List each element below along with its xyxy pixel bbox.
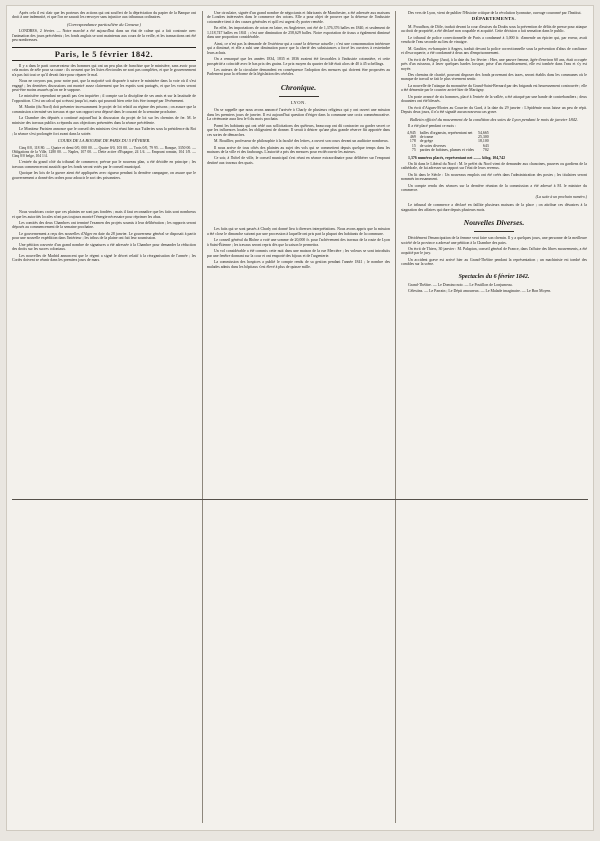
bulletin-heading: Bulletin officiel du mouvement de la condition des soies de Lyon pendant le mois de janvier 1842. bbox=[409, 116, 578, 122]
paragraph: Des chemins de charité, pouvant disposer des fonds provenant des taxes, seront établis dans les communes où le manque de travail se fait le plus vivement sentir. bbox=[401, 72, 587, 82]
spectacles-heading: Spectacles du 6 février 1842. bbox=[458, 273, 530, 280]
paragraph: Après cela il est clair que les porteurs des actions qui ont souffert de la dépréciation du papier de la Banque ont droit à une indemnité, et que l'on ne saurait les renvoyer sans injustice aux tribunaux ordinaires. bbox=[12, 11, 196, 20]
paragraph: On se rappelle que nous avons annoncé l'arrivée à Charly de plusieurs religieux qui y ont ouvert une mission dans les premiers jours de janvier. Il est aujourd'hui question d'ériger dans la commune une croix commémorative. La cérémonie aura lieu le 6 du mois prochain. bbox=[207, 108, 390, 122]
newspaper-page bbox=[6, 5, 594, 831]
table-cell: 469 bbox=[409, 134, 416, 139]
paragraph: M. Martin (du Nord) doit présenter incessamment le projet de loi relatif au régime des prisons ; on assure que la commission a terminé ses travaux et que son rapport sera déposé dans le courant de la semaine prochaine. bbox=[12, 105, 196, 114]
table-cell: balles d'organsin, représentant net bbox=[419, 130, 473, 135]
mini-rule bbox=[474, 231, 514, 232]
table-cell: parties de bobines, plumes et vides bbox=[419, 148, 475, 153]
table-row bbox=[405, 148, 491, 152]
paragraph: On lit dans le Libéral du Nord : M. le préfet du Nord vient de demander aux chanoines, pauvres ou gardiens de la cathédrale, de lui adresser un rapport sur l'état de leurs revenus. bbox=[401, 162, 587, 171]
bourse-heading: COURS DE LA BOURSE DE PARIS DU 5 FÉVRIER. bbox=[57, 138, 151, 144]
paragraph: Le ministère cependant ne paraît pas s'en inquiéter ; il compte sur la discipline de ses amis et sur la lassitude de l'opposition. C'est un calcul qui a réussi jusqu'ici, mais qui pourrait bien cette fois être trompé par l'événement. bbox=[12, 94, 196, 103]
paragraph: La nouvelle de l'attaque du monastère du Grand-Saint-Bernard par des brigands est heureusement controuvée ; elle a été démentie par le courrier arrivé hier de Martigny. bbox=[401, 83, 587, 93]
paragraph: On lit dans le Siècle : Un nouveaux emplois ont été créés dans l'administration des postes ; les titulaires seront nommés incessamment. bbox=[401, 172, 587, 182]
continued-note: (La suite à un prochain numéro.) bbox=[535, 194, 587, 199]
table-cell: de grège bbox=[419, 139, 434, 144]
table-cell: 4,945 bbox=[407, 130, 416, 135]
table-total: 1,376 numéros placés, représentant net ........ kilog. 104,742 bbox=[408, 155, 506, 160]
paragraph: Un compte rendu des séances sur la dernière réunion de la commission a été adressé à M. le ministre du commerce. bbox=[401, 183, 587, 193]
paragraph: Un vol considérable a été commis cette nuit dans une maison de la rue Mercière ; les voleurs se sont introduits par une fenêtre donnant sur la cour et ont emporté des bijoux et de l'argenterie. bbox=[207, 249, 390, 258]
paragraph: Le Moniteur Parisien annonce que le conseil des ministres s'est réuni hier aux Tuileries sous la présidence du Roi ; la séance s'est prolongée fort avant dans la soirée. bbox=[12, 127, 196, 136]
paragraph: Des vers de Lyon, vient de publier l'Histoire critique de la révolution lyonnaise, ouvrage couronné par l'Institut. bbox=[408, 11, 582, 15]
paragraph: En effet, les importations de coton en laine, en Angleterre, ont été de 1,376,376 balles en 1840, et seulement de 1,118,747 balles en 1841 ; c'est une diminution de 258,629 balles. Notre exportation de tissus a également diminué dans une proportion considérable. bbox=[207, 26, 390, 40]
paragraph: M. Proudhon, de Dôle, traduit devant la cour d'assises du Doubs sous la prévention de délits de presse pour attaque au droit de propriété, a été déclaré non coupable et acquitté. Cette décision a fait sensation dans le public. bbox=[401, 24, 587, 34]
paragraph: On écrit de Poligny (Jura), à la date du 1er février : Hier, une pauvre femme, âgée d'environ 60 ans, était occupée près d'un ruisseau, à laver quelques hardes lorsque, prise d'un étourdissement, elle est tombée dans l'eau et s'y est noyée. bbox=[401, 57, 587, 71]
paragraph: Les comités des deux Chambres ont terminé l'examen des projets soumis à leur délibération ; les rapports seront déposés au commencement de la semaine prochaine. bbox=[12, 220, 196, 230]
column-2 bbox=[207, 11, 390, 816]
place-heading: LYON. bbox=[290, 99, 307, 105]
bulletin-intro: Il a été placé pendant ce mois : bbox=[408, 124, 457, 129]
table-cell: 75 bbox=[411, 148, 416, 153]
paragraph: Une pétition couverte d'un grand nombre de signatures a été adressée à la Chambre pour demander la réduction des droits sur les sucres coloniaux. bbox=[12, 242, 196, 252]
paragraph: Les nouvelles de Madrid annoncent que le régent a signé le décret relatif à la réorganisation de l'armée ; les Cortès doivent se réunir dans les premiers jours de mars. bbox=[12, 253, 196, 263]
column-1 bbox=[12, 11, 196, 816]
paragraph: On écrit d'Aigues-Mortes au Courrier du Gard, à la date du 29 janvier : L'épidémie nous laisse un peu de répit. Depuis deux jours, il n'a été signalé aucun nouveau cas grave. bbox=[401, 105, 587, 115]
paragraph: L'entrée du grand côté du tribunal de commerce, prévue par le nouveau plan, a été décidée en principe ; les travaux commenceront aussitôt que les fonds seront votés par le conseil municipal. bbox=[12, 160, 196, 169]
paragraph: Il nous arrive de tous côtés des plaintes au sujet des vols qui se commettent depuis quelque temps dans les maisons de la ville et des faubourgs. L'autorité a pris des mesures pour en découvrir les auteurs. bbox=[207, 145, 390, 154]
table-cell: de soies diverses bbox=[419, 143, 446, 148]
column-3 bbox=[401, 11, 587, 816]
paragraph: Le tribunal de police correctionnelle de Paris a condamné à 3,000 fr. d'amende un épicier qui, par erreur, avait vendu de l'eau seconde au lieu de vinaigre. bbox=[401, 35, 587, 45]
table-cell: 702 bbox=[482, 148, 489, 153]
paragraph: Quoique les lois de la guerre aient été appliquées avec rigueur pendant la dernière campagne, on assure que le gouvernement a donné des ordres pour adoucir le sort des prisonniers. bbox=[12, 171, 196, 180]
paragraph: Le tribunal de commerce a déclaré en faillite plusieurs maisons de la place ; on attribue ces désastres à la stagnation des affaires qui dure depuis plusieurs mois. bbox=[401, 203, 587, 212]
paragraph: Les auteurs de la circulaire demandent en conséquence l'adoption des mesures qui doivent être proposées au Parlement pour la réforme de la législation des céréales. bbox=[207, 67, 390, 77]
paragraph: Le conseil général du Rhône a voté une somme de 20,000 fr. pour l'achèvement des travaux de la route de Lyon à Saint-Étienne ; les travaux seront repris dès que la saison le permettra. bbox=[207, 238, 390, 247]
paragraph: Nous ne croyons pas, pour notre part, que la majorité soit disposée à suivre le ministère dans la voie où il s'est engagé ; les dernières discussions ont montré assez clairement que les esprits sont partagés, et que les votes seront peut-être moins assurés qu'on ne le suppose. bbox=[12, 79, 196, 92]
paragraph: Un poste avancé de six hommes, placé à l'entrée de la vallée, a été attaqué par une bande de contrebandiers ; deux douaniers ont été blessés. bbox=[401, 94, 587, 104]
paragraph: Ainsi, ce n'est pas la demande de l'extérieur qui a causé la détresse actuelle ; c'est une consommation intérieure qui a diminué, et elle a subi une diminution parce que la cherté des subsistances a forcé les ouvriers à restreindre leurs achats. bbox=[207, 41, 390, 55]
bourse-quotes: Cinq 0/0, 118 80. — Quatre et demi 0/0, 000 00. — Quatre 0/0, 103 00. — Trois 0/0, 79 95. — Banque, 3350 00. — Obligations de la Ville, 1280 00. — Naples, 107 00. — Dette active d'Espagne, 24 1/4. — Emprunt romain, 104 1/8. — Cinq 0/0 belge, 104 1/4. bbox=[12, 145, 196, 159]
table-cell: 15 bbox=[411, 143, 416, 148]
table-cell: 18,100 bbox=[478, 139, 489, 144]
subheading: (Correspondance particulière du Censeur.) bbox=[67, 21, 141, 27]
spectacle-line: Grand-Théâtre. — Le Domino noir. — Le Postillon de Lonjumeau. bbox=[408, 282, 513, 287]
departements-heading: DÉPARTEMENTS. bbox=[471, 16, 517, 22]
paragraph: M. Bouillier, professeur de philosophie à la faculté des lettres, a ouvert son cours devant un auditoire nombreux. bbox=[214, 139, 389, 144]
table-cell: 54,665 bbox=[478, 130, 489, 135]
mini-rule bbox=[279, 96, 319, 97]
table-cell: 178 bbox=[409, 139, 416, 144]
paragraph: Parmi les habitants qui ont cédé aux sollicitations des quêteurs, beaucoup ont dû contracter ou garder secret ce que les influences locales les obligeaient de donner. Il serait à désirer qu'une plus grande réserve fût apportée dans ces sortes de démarches. bbox=[207, 123, 390, 137]
paragraph: La commission des hospices a publié le compte rendu de sa gestion pendant l'année 1841 ; le nombre des malades admis dans les hôpitaux s'est élevé à plus de quinze mille. bbox=[207, 260, 390, 269]
paragraph: Le gouvernement a reçu des nouvelles d'Alger en date du 28 janvier. Le gouverneur général se disposait à partir pour une nouvelle expédition dans l'intérieur ; les tribus de la plaine ont fait leur soumission. bbox=[12, 231, 196, 241]
paragraph: Un accident grave est arrivé hier au Grand-Théâtre pendant la représentation ; un machiniste est tombé des combles sur la scène. bbox=[401, 257, 587, 267]
paragraph: LONDRES, 2 février. — Notre marché a été aujourd'hui dans un état de calme qui a fait contraste avec l'animation des jours précédents ; les fonds anglais se sont maintenus aux cours de la veille, et les transactions ont été peu nombreuses. bbox=[12, 29, 196, 43]
table-cell: 643 bbox=[482, 143, 489, 148]
spectacle-line: Célestins. — Le Parrain ; Le Dépit amoureux. — Le Malade imaginaire. — Le Bon Moyen. bbox=[408, 289, 552, 294]
nouvelles-heading: Nouvelles Diverses. bbox=[463, 218, 525, 228]
silk-table bbox=[405, 131, 491, 153]
table-cell: 25,300 bbox=[478, 134, 489, 139]
paragraph: Une circulaire, signée d'un grand nombre de négociants et fabricants de Manchester, a été adressée aux maisons de Londres intéressées dans le commerce des cotons. Elle a pour objet de prouver que la détresse de l'industrie cotonnière tient à des causes générales et qu'il est urgent d'y porter remède. bbox=[207, 11, 390, 24]
paragraph: Les faits qui se sont passés à Charly ont donné lieu à diverses interprétations. Nous avons appris que la mission a été close le dimanche suivant par une procession à laquelle ont pris part la plupart des habitants de la commune. bbox=[207, 227, 390, 236]
column-rule bbox=[395, 11, 396, 823]
paragraph: Décidément l'émancipation de la femme veut faire son chemin. Il y a quelques jours, une personne de la meilleure société de la province a adressé une pétition à la Chambre des pairs. bbox=[401, 236, 587, 245]
table-cell: de trame bbox=[419, 134, 434, 139]
paragraph: M. Gaultier, ex-banquier à Angers, traduit devant la police correctionnelle sous la prévention d'abus de confiance et d'escroquerie, a été condamné à deux ans d'emprisonnement. bbox=[401, 46, 587, 56]
paragraph: On écrit de Thiers, 30 janvier : M. Palapion, conseil général de France, dans l'affaire des libres mouvements, a été acquitté par le jury. bbox=[401, 246, 587, 256]
paragraph: Nous voudrions croire que ces plaintes ne sont pas fondées ; mais il faut reconnaître que les faits sont nombreux et que les autorités locales n'ont pas toujours montré l'énergie nécessaire pour réprimer les abus. bbox=[12, 210, 196, 219]
section-heading: Paris, le 5 février 1842. bbox=[12, 47, 196, 61]
paragraph: Ce soir, à l'hôtel de ville, le conseil municipal s'est réuni en séance extraordinaire pour délibérer sur l'emprunt destiné aux travaux des quais. bbox=[207, 156, 390, 165]
chronique-heading: Chronique. bbox=[280, 82, 317, 92]
paragraph: La Chambre des députés a continué aujourd'hui la discussion du projet de loi sur les chemins de fer. M. le ministre des travaux publics a répondu aux objections présentées dans la séance précédente. bbox=[12, 116, 196, 125]
paragraph: Il y a dans le parti conservateur des hommes qui ont un peu plus de franchise que le ministère, sans avoir pour cela moins de zèle pour sa cause : ils avouent que les listes électorales ne sont pas complètes, et que le gouvernement n'a pas fait tout ce qu'il devait faire pour réparer le mal. bbox=[12, 63, 196, 77]
paragraph: On a remarqué que les années 1834, 1835 et 1836 avaient été favorables à l'industrie cotonnière, et cette prospérité a coïncidé avec le bas prix des grains. Le prix moyen du quarter de blé était alors de 40 à 45 schellings. bbox=[207, 57, 390, 66]
column-rule bbox=[202, 11, 203, 823]
